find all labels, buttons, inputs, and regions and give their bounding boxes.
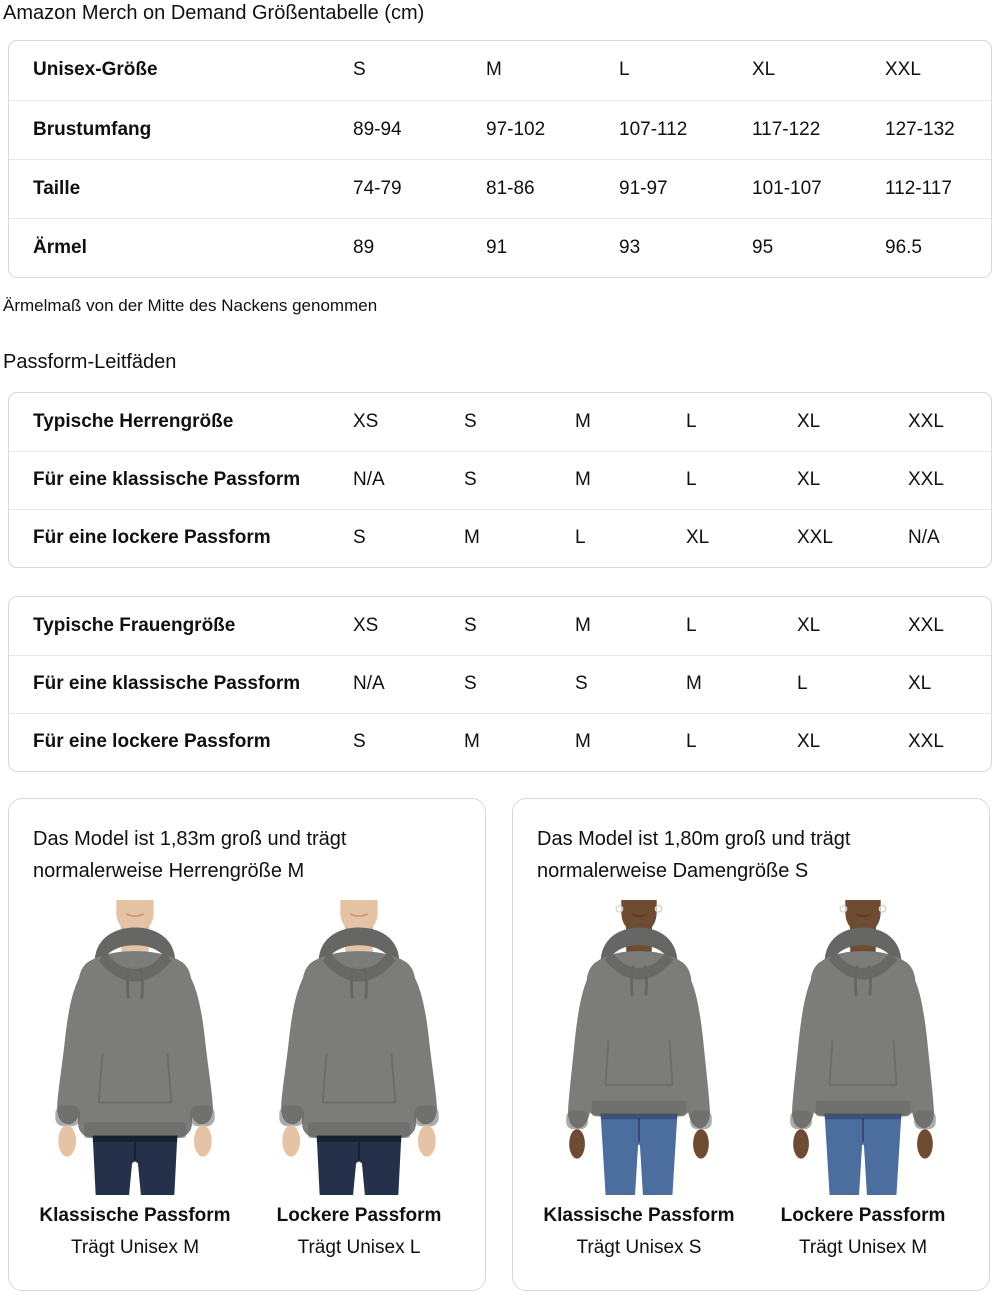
value-cell: 107-112 (619, 100, 752, 159)
size-cell: XS (353, 410, 379, 432)
value-cell: S (575, 655, 686, 713)
value-cell: L (686, 713, 797, 771)
row-label: Ärmel (9, 218, 353, 277)
fit-label: Lockere Passform (276, 1205, 442, 1226)
value-cell: 93 (619, 218, 752, 277)
value-cell: S (464, 655, 575, 713)
value-cell: 101-107 (752, 159, 885, 218)
model-figures (29, 900, 465, 1259)
size-cell: XL (797, 410, 821, 432)
value-cell: XXL (908, 451, 991, 509)
male-model-hoodie-photo (253, 900, 465, 1195)
sleeve-measure-note: Ärmelmaß von der Mitte des Nackens genommen (3, 296, 378, 315)
value-cell: M (464, 713, 575, 771)
value-cell: M (575, 451, 686, 509)
value-cell: L (575, 509, 686, 567)
size-cell: M (575, 410, 591, 432)
fit-table-men (8, 392, 992, 568)
size-label: Trägt Unisex S (576, 1237, 702, 1258)
size-cell: L (619, 59, 630, 81)
fit-label: Klassische Passform (543, 1205, 735, 1226)
size-label: Trägt Unisex M (70, 1237, 200, 1258)
value-cell: S (464, 451, 575, 509)
table-row-classic-fit (9, 655, 991, 713)
female-model-hoodie-photo (533, 900, 745, 1195)
model-figure-loose-fit (253, 900, 465, 1259)
value-cell: XL (686, 509, 797, 567)
table-row-classic-fit (9, 451, 991, 509)
size-cell: M (575, 614, 591, 636)
model-description: Das Model ist 1,80m groß und trägt normalerweise Damengröße S (537, 828, 851, 882)
row-label: Unisex-Größe (33, 59, 158, 81)
size-label: Trägt Unisex L (297, 1237, 421, 1258)
size-cell: XL (797, 614, 821, 636)
model-description: Das Model ist 1,83m groß und trägt normalerweise Herrengröße M (33, 828, 347, 882)
model-card-women (512, 798, 990, 1291)
page-title: Amazon Merch on Demand Größentabelle (cm) (3, 2, 425, 24)
value-cell: 89-94 (353, 100, 486, 159)
value-cell: XL (797, 713, 908, 771)
fit-table-header-row (9, 597, 991, 655)
value-cell: XXL (908, 713, 991, 771)
model-figure-classic-fit (533, 900, 745, 1259)
fit-label: Klassische Passform (39, 1205, 231, 1226)
size-cell: S (464, 410, 477, 432)
value-cell: 91-97 (619, 159, 752, 218)
value-cell: 127-132 (885, 100, 991, 159)
value-cell: N/A (353, 655, 464, 713)
model-figures (533, 900, 969, 1259)
value-cell: XL (797, 451, 908, 509)
fit-label: Lockere Passform (780, 1205, 946, 1226)
fit-table-header-row (9, 393, 991, 451)
value-cell: XL (908, 655, 991, 713)
value-cell: M (464, 509, 575, 567)
row-label: Taille (9, 159, 353, 218)
value-cell: XXL (797, 509, 908, 567)
value-cell: L (797, 655, 908, 713)
size-table (8, 40, 992, 278)
value-cell: 117-122 (752, 100, 885, 159)
female-model-hoodie-photo (757, 900, 969, 1195)
value-cell: S (353, 509, 464, 567)
model-cards (8, 798, 992, 1291)
model-figure-classic-fit (29, 900, 241, 1259)
fit-guides-heading: Passform-Leitfäden (3, 351, 177, 373)
table-row-sleeve (9, 218, 991, 277)
value-cell: M (686, 655, 797, 713)
size-cell: S (464, 614, 477, 636)
size-cell: XL (752, 59, 776, 81)
fit-table-women (8, 596, 992, 772)
value-cell: 97-102 (486, 100, 619, 159)
value-cell: L (686, 451, 797, 509)
size-cell: S (353, 59, 366, 81)
table-row-chest (9, 100, 991, 159)
table-row-waist (9, 159, 991, 218)
value-cell: M (575, 713, 686, 771)
size-table-header-row (9, 41, 991, 100)
row-label: Brustumfang (9, 100, 353, 159)
value-cell: S (353, 713, 464, 771)
value-cell: 91 (486, 218, 619, 277)
value-cell: 96.5 (885, 218, 991, 277)
size-cell: M (486, 59, 502, 81)
value-cell: 81-86 (486, 159, 619, 218)
value-cell: N/A (908, 509, 991, 567)
table-row-loose-fit (9, 509, 991, 567)
row-label: Für eine lockere Passform (9, 713, 353, 771)
size-cell: XS (353, 614, 379, 636)
value-cell: 89 (353, 218, 486, 277)
value-cell: 74-79 (353, 159, 486, 218)
model-figure-loose-fit (757, 900, 969, 1259)
row-label: Für eine klassische Passform (9, 451, 353, 509)
size-cell: XXL (908, 614, 944, 636)
value-cell: N/A (353, 451, 464, 509)
row-label: Typische Frauengröße (33, 614, 236, 636)
size-cell: L (686, 614, 697, 636)
size-cell: XXL (908, 410, 944, 432)
value-cell: 95 (752, 218, 885, 277)
table-row-loose-fit (9, 713, 991, 771)
male-model-hoodie-photo (29, 900, 241, 1195)
model-card-men (8, 798, 486, 1291)
row-label: Für eine lockere Passform (9, 509, 353, 567)
row-label: Typische Herrengröße (33, 410, 234, 432)
size-cell: L (686, 410, 697, 432)
size-cell: XXL (885, 59, 921, 81)
row-label: Für eine klassische Passform (9, 655, 353, 713)
value-cell: 112-117 (885, 159, 991, 218)
size-label: Trägt Unisex M (798, 1237, 928, 1258)
